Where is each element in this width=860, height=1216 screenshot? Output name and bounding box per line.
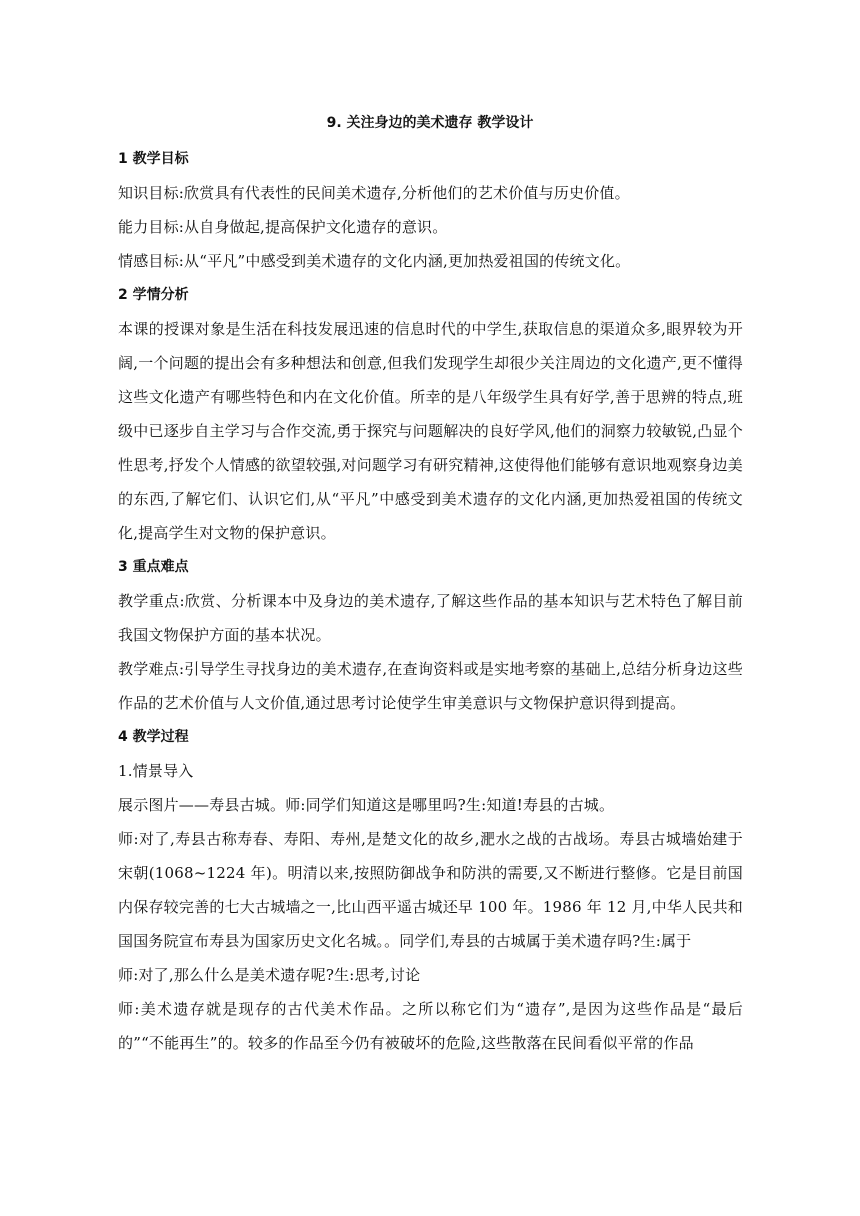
section-heading-key-points: 3 重点难点 (118, 559, 189, 575)
section-heading-process: 4 教学过程 (118, 729, 189, 745)
process-paragraph-1: 展示图片——寿县古城。师:同学们知道这是哪里吗?生:知道!寿县的古城。 (118, 796, 615, 814)
key-point-difficulty: 教学难点:引导学生寻找身边的美术遗存,在查询资料或是实地考察的基础上,总结分析身边这些作品的艺术价值与人文价值,通过思考讨论使学生审美意识与文物保护意识得到提高。 (118, 660, 743, 712)
goal-knowledge: 知识目标:欣赏具有代表性的民间美术遗存,分析他们的艺术价值与历史价值。 (118, 184, 630, 202)
process-paragraph-3: 师:对了,那么什么是美术遗存呢?生:思考,讨论 (118, 966, 421, 984)
key-point-focus: 教学重点:欣赏、分析课本中及身边的美术遗存,了解这些作品的基本知识与艺术特色了解目前我国文物保护方面的基本状况。 (118, 592, 743, 644)
document-title: 9. 关注身边的美术遗存 教学设计 (326, 115, 534, 131)
goal-emotion: 情感目标:从“平凡”中感受到美术遗存的文化内涵,更加热爱祖国的传统文化。 (118, 252, 631, 270)
process-subheading: 1.情景导入 (118, 762, 194, 780)
section-heading-analysis: 2 学情分析 (118, 287, 189, 303)
process-paragraph-4: 师:美术遗存就是现存的古代美术作品。之所以称它们为“遗存”,是因为这些作品是“最后的”“不能再生”的。较多的作品至今仍有被破坏的危险,这些散落在民间看似平常的作品 (118, 1000, 743, 1052)
goal-ability: 能力目标:从自身做起,提高保护文化遗存的意识。 (118, 218, 448, 236)
analysis-body: 本课的授课对象是生活在科技发展迅速的信息时代的中学生,获取信息的渠道众多,眼界较为开阔,一个问题的提出会有多种想法和创意,但我们发现学生却很少关注周边的文化遗产,更不懂得这些文化遗产有哪些特色和内在文化价值。所幸的是八年级学生具有好学,善于思辨的特点,班级中已逐步自主学习与合作交流,勇于探究与问题解决的良好学风,他们的洞察力较敏锐,凸显个性思考,抒发个人情感的欲望较强,对问题学习有研究精神,这使得他们能够有意识地观察身边美的东西,了解它们、认识它们,从“平凡”中感受到美术遗存的文化内涵,更加热爱祖国的传统文化,提高学生对文物的保护意识。 (118, 320, 743, 542)
document-body (118, 142, 743, 1060)
process-paragraph-2: 师:对了,寿县古称寿春、寿阳、寿州,是楚文化的故乡,淝水之战的古战场。寿县古城墙始建于宋朝(1068~1224 年)。明清以来,按照防御战争和防洪的需要,又不断进行整修。它是目前国内保存较完善的七大古城墙之一,比山西平遥古城还早 100 年。1986 年 12 月,中华人民共和国国务院宣布寿县为国家历史文化名城。。同学们,寿县的古城属于美术遗存吗?生:属于 (118, 830, 743, 950)
section-heading-goals: 1 教学目标 (118, 151, 189, 167)
